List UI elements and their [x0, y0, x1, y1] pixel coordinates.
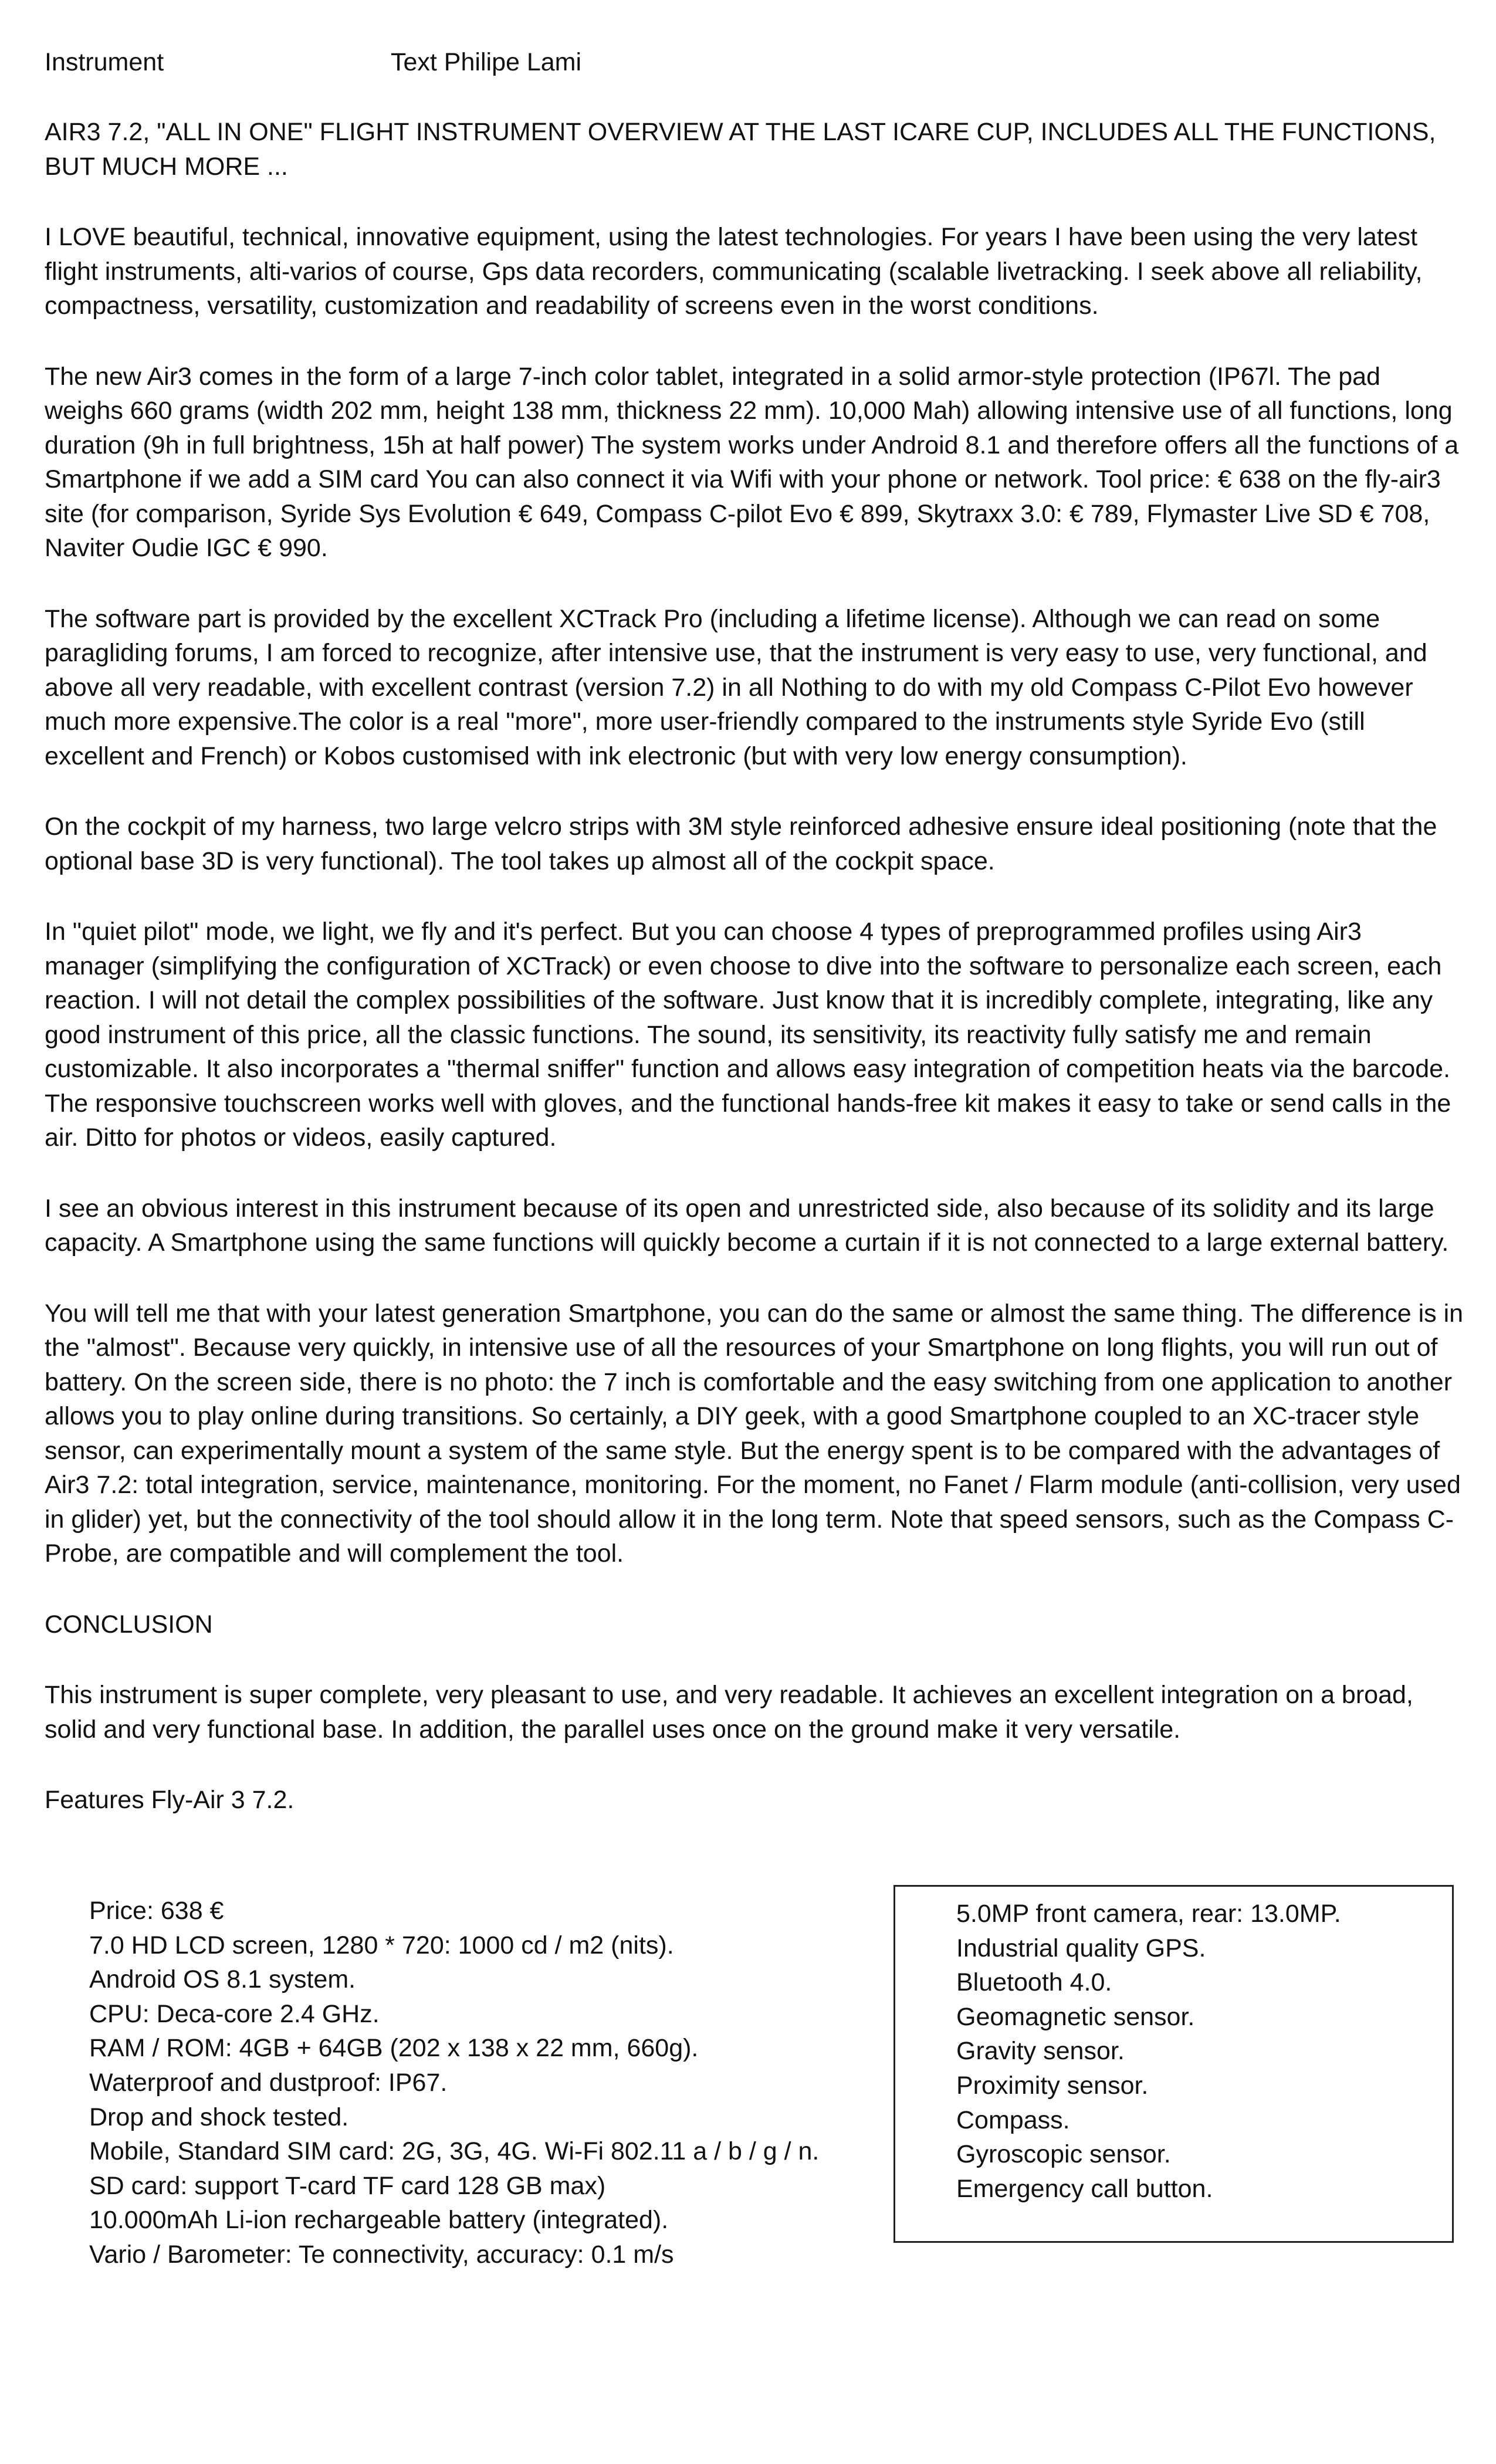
list-item: Vario / Barometer: Te connectivity, accuracy: 0.1 m/s [89, 2240, 674, 2269]
list-item: CPU: Deca-core 2.4 GHz. [89, 1999, 380, 2028]
paragraph-conclusion: This instrument is super complete, very pleasant to use, and very readable. It achieves an excellent integration on a broad, solid and very functional base. In addition, the parallel uses once on the ground make it very versatile. [45, 1681, 1413, 1744]
author-credit: Text Philipe Lami [391, 48, 582, 76]
list-item: Gyroscopic sensor. [956, 2140, 1171, 2169]
list-item: SD card: support T-card TF card 128 GB max) [89, 2171, 606, 2200]
paragraph-hardware: The new Air3 comes in the form of a large 7-inch color tablet, integrated in a solid armor-style protection (IP67l. The pad weighs 660 grams (width 202 mm, height 138 mm, thickness 22 mm). 10,000 Mah) allowing intensive use of all functions, long duration (9h in full brightness, 15h at half power) The system works under Android 8.1 and therefore offers all the functions of a Smartphone if we add a SIM card You can also connect it via Wifi with your phone or network. Tool price: € 638 on the fly-air3 site (for comparison, Syride Sys Evolution € 649, Compass C-pilot Evo € 899, Skytraxx 3.0: € 789, Flymaster Live SD € 708, Naviter Oudie IGC € 990. [45, 362, 1459, 562]
list-item: RAM / ROM: 4GB + 64GB (202 x 138 x 22 mm, 660g). [89, 2034, 699, 2063]
article [45, 45, 1464, 1817]
paragraph-quiet-pilot: In "quiet pilot" mode, we light, we fly and it's perfect. But you can choose 4 types of preprogrammed profiles using Air3 manager (simplifying the configuration of XCTrack) or even choose to dive into the software to personalize each screen, each reaction. I will not detail the complex possibilities of the software. Just know that it is incredibly complete, integrating, like any good instrument of this price, all the classic functions. The sound, its sensitivity, its reactivity fully satisfy me and remain customizable. It also incorporates a "thermal sniffer" function and allows easy integration of competition heats via the barcode. The responsive touchscreen works well with gloves, and the functional hands-free kit makes it easy to take or send calls in the air. Ditto for photos or videos, easily captured. [45, 918, 1451, 1152]
list-item: 10.000mAh Li-ion rechargeable battery (integrated). [89, 2206, 669, 2235]
list-item: Compass. [956, 2106, 1070, 2134]
list-item: Drop and shock tested. [89, 2103, 349, 2131]
features-list-left [45, 1894, 911, 2272]
list-item: Industrial quality GPS. [956, 1934, 1206, 1962]
list-item: 7.0 HD LCD screen, 1280 * 720: 1000 cd / m2 (nits). [89, 1931, 674, 1959]
paragraph-software: The software part is provided by the excellent XCTrack Pro (including a lifetime license). Although we can read on some paragliding forums, I am forced to recognize, after intensive use, that the instrument is very easy to use, very functional, and above all very readable, with excellent contrast (version 7.2) in all Nothing to do with my old Compass C-Pilot Evo however much more expensive.The color is a real "more", more user-friendly compared to the instruments style Syride Evo (still excellent and French) or Kobos customised with ink electronic (but with very low energy consumption). [45, 604, 1427, 770]
list-item: Gravity sensor. [956, 2037, 1125, 2066]
features-list-right [956, 1897, 1341, 2206]
article-title: AIR3 7.2, "ALL IN ONE" FLIGHT INSTRUMENT OVERVIEW AT THE LAST ICARE CUP, INCLUDES ALL THE FUNCTIONS, BUT MUCH MORE ... [45, 118, 1436, 181]
list-item: Emergency call button. [956, 2174, 1213, 2203]
list-item: 5.0MP front camera, rear: 13.0MP. [956, 1900, 1341, 1928]
list-item: Mobile, Standard SIM card: 2G, 3G, 4G. Wi-Fi 802.11 a / b / g / n. [89, 2137, 820, 2166]
paragraph-interest: I see an obvious interest in this instrument because of its open and unrestricted side, also because of its solidity and its large capacity. A Smartphone using the same functions will quickly become a curtain if it is not connected to a large external battery. [45, 1194, 1449, 1257]
article-header [45, 45, 1464, 80]
list-item: Bluetooth 4.0. [956, 1968, 1112, 1997]
features-heading: Features Fly-Air 3 7.2. [45, 1786, 295, 1814]
list-item: Android OS 8.1 system. [89, 1965, 356, 1994]
list-item: Price: 638 € [89, 1897, 224, 1925]
list-item: Waterproof and dustproof: IP67. [89, 2068, 448, 2097]
paragraph-intro: I LOVE beautiful, technical, innovative equipment, using the latest technologies. For years I have been using the very latest flight instruments, alti-varios of course, Gps data recorders, communicating (scalable livetracking. I seek above all reliability, compactness, versatility, customization and readability of screens even in the worst conditions. [45, 223, 1423, 320]
list-item: Geomagnetic sensor. [956, 2002, 1195, 2031]
category-label: Instrument [45, 48, 164, 76]
paragraph-smartphone: You will tell me that with your latest generation Smartphone, you can do the same or almost the same thing. The difference is in the "almost". Because very quickly, in intensive use of all the resources of your Smartphone on long flights, you will run out of battery. On the screen side, there is no photo: the 7 inch is comfortable and the easy switching from one application to another allows you to play online during transitions. So certainly, a DIY geek, with a good Smartphone coupled to an XC-tracer style sensor, can experimentally mount a system of the same style. But the energy spent is to be compared with the advantages of Air3 7.2: total integration, service, maintenance, monitoring. For the moment, no Fanet / Flarm module (anti-collision, very used in glider) yet, but the connectivity of the tool should allow it in the long term. Note that speed sensors, such as the Compass C-Probe, are compatible and will complement the tool. [45, 1299, 1464, 1568]
conclusion-heading: CONCLUSION [45, 1610, 213, 1639]
list-item: Proximity sensor. [956, 2071, 1149, 2100]
paragraph-cockpit: On the cockpit of my harness, two large velcro strips with 3M style reinforced adhesive ensure ideal positioning (note that the optional base 3D is very functional). The tool takes up almost all of the cockpit space. [45, 813, 1437, 875]
